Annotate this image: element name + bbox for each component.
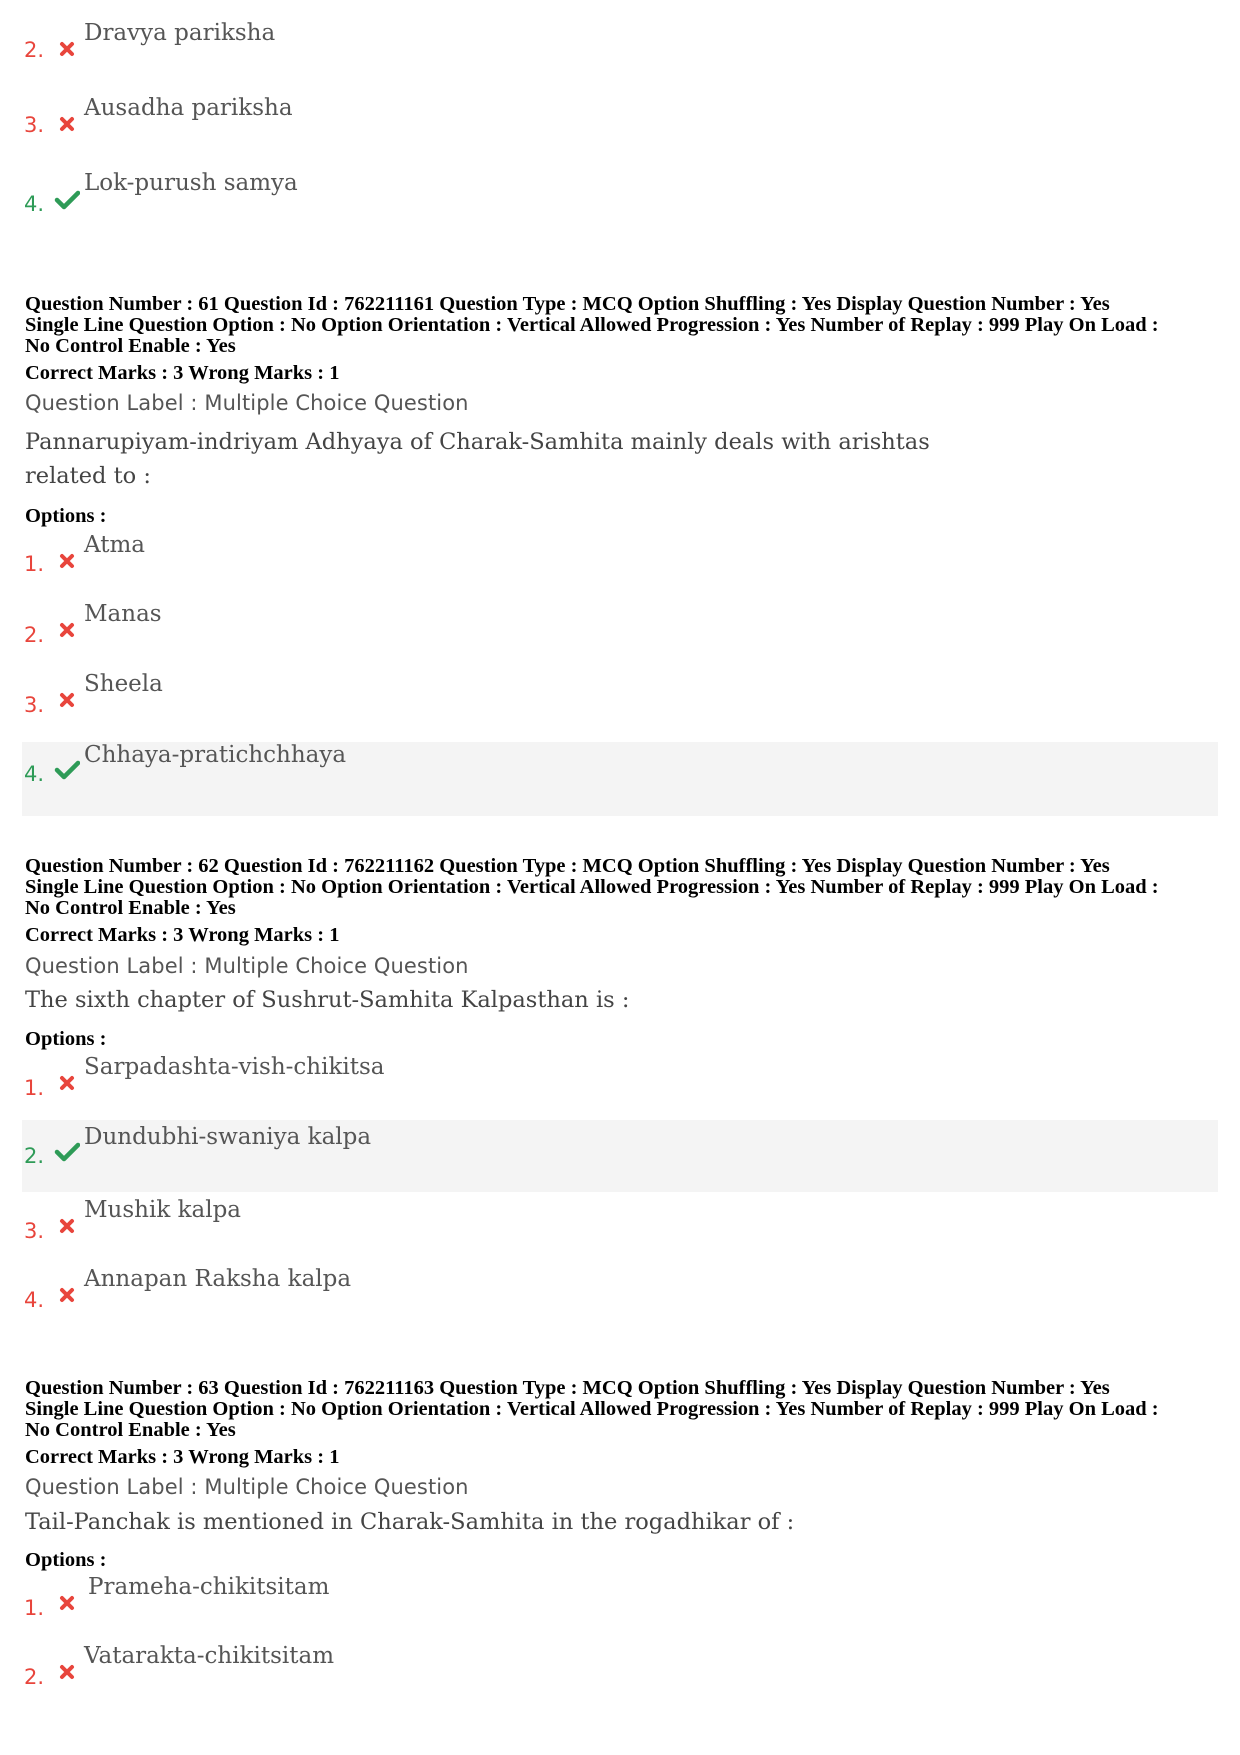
question-text-line: The sixth chapter of Sushrut-Samhita Kalpasthan is : [25,987,630,1013]
cross-icon [54,1590,80,1616]
cross-icon [54,1070,80,1096]
marks-info: Correct Marks : 3 Wrong Marks : 1 [25,924,340,946]
meta-line: Question Number : 63 Question Id : 762211163 Question Type : MCQ Option Shuffling : Yes Display Question Number : Yes [25,1377,1110,1399]
option-number: 2. [24,1144,45,1168]
option-text: Sheela [84,671,163,697]
option-row [22,1572,1218,1632]
question-label: Question Label : Multiple Choice Question [25,391,469,415]
option-text: Dundubhi-swaniya kalpa [84,1124,372,1150]
option-number: 1. [24,1076,45,1100]
question-meta [25,294,1225,357]
meta-line: Question Number : 62 Question Id : 762211162 Question Type : MCQ Option Shuffling : Yes Display Question Number : Yes [25,855,1110,877]
option-row [22,1052,1218,1112]
meta-line: Single Line Question Option : No Option Orientation : Vertical Allowed Progression : Yes Number of Replay : 999 Play On Load : [25,1398,1159,1420]
option-number: 4. [24,1288,45,1312]
cross-icon [54,617,80,643]
cross-icon [54,687,80,713]
option-number: 2. [24,623,45,647]
option-text: Mushik kalpa [84,1197,242,1223]
option-number: 3. [24,1219,45,1243]
option-row-correct [22,742,1218,816]
option-row [22,1641,1218,1701]
question-text-line: related to : [25,463,151,489]
question-text [25,1505,1025,1539]
check-icon [54,186,80,212]
option-number: 4. [24,762,45,786]
meta-line: No Control Enable : Yes [25,1419,236,1441]
cross-icon [54,1659,80,1685]
option-row [22,168,1218,228]
question-text-line: Pannarupiyam-indriyam Adhyaya of Charak-Samhita mainly deals with arishtas [25,429,930,455]
option-text: Chhaya-pratichchhaya [84,742,347,768]
marks-info: Correct Marks : 3 Wrong Marks : 1 [25,1446,340,1468]
option-number: 3. [24,113,45,137]
question-meta [25,856,1225,919]
option-text: Vatarakta-chikitsitam [84,1643,335,1669]
option-row [22,599,1218,659]
option-row-correct [22,1120,1218,1192]
option-row [22,1264,1218,1324]
option-text: Atma [84,532,145,558]
question-label: Question Label : Multiple Choice Question [25,954,469,978]
check-icon [54,756,80,782]
question-text-line: Tail-Panchak is mentioned in Charak-Samhita in the rogadhikar of : [25,1509,795,1535]
option-number: 1. [24,1596,45,1620]
option-number: 2. [24,38,45,62]
check-icon [54,1138,80,1164]
options-label: Options : [25,1549,107,1571]
option-number: 4. [24,192,45,216]
cross-icon [54,36,80,62]
cross-icon [54,548,80,574]
options-label: Options : [25,1028,107,1050]
option-text: Prameha-chikitsitam [88,1574,330,1600]
question-label: Question Label : Multiple Choice Question [25,1475,469,1499]
option-text: Dravya pariksha [84,20,276,46]
question-text [25,983,1025,1017]
marks-info: Correct Marks : 3 Wrong Marks : 1 [25,362,340,384]
options-label: Options : [25,505,107,527]
meta-line: No Control Enable : Yes [25,335,236,357]
option-number: 2. [24,1665,45,1689]
option-row [22,16,1218,76]
option-text: Lok-purush samya [84,170,298,196]
cross-icon [54,111,80,137]
option-text: Ausadha pariksha [84,95,293,121]
option-text: Annapan Raksha kalpa [84,1266,352,1292]
cross-icon [54,1213,80,1239]
question-text [25,425,1025,493]
option-text: Sarpadashta-vish-chikitsa [84,1054,385,1080]
option-row [22,528,1218,588]
option-row [22,91,1218,151]
question-meta [25,1378,1225,1441]
meta-line: No Control Enable : Yes [25,897,236,919]
meta-line: Single Line Question Option : No Option Orientation : Vertical Allowed Progression : Yes Number of Replay : 999 Play On Load : [25,876,1159,898]
cross-icon [54,1282,80,1308]
option-number: 1. [24,552,45,576]
option-number: 3. [24,693,45,717]
option-row [22,1195,1218,1255]
option-text: Manas [84,601,162,627]
meta-line: Single Line Question Option : No Option Orientation : Vertical Allowed Progression : Yes Number of Replay : 999 Play On Load : [25,314,1159,336]
option-row [22,669,1218,729]
meta-line: Question Number : 61 Question Id : 762211161 Question Type : MCQ Option Shuffling : Yes Display Question Number : Yes [25,293,1110,315]
